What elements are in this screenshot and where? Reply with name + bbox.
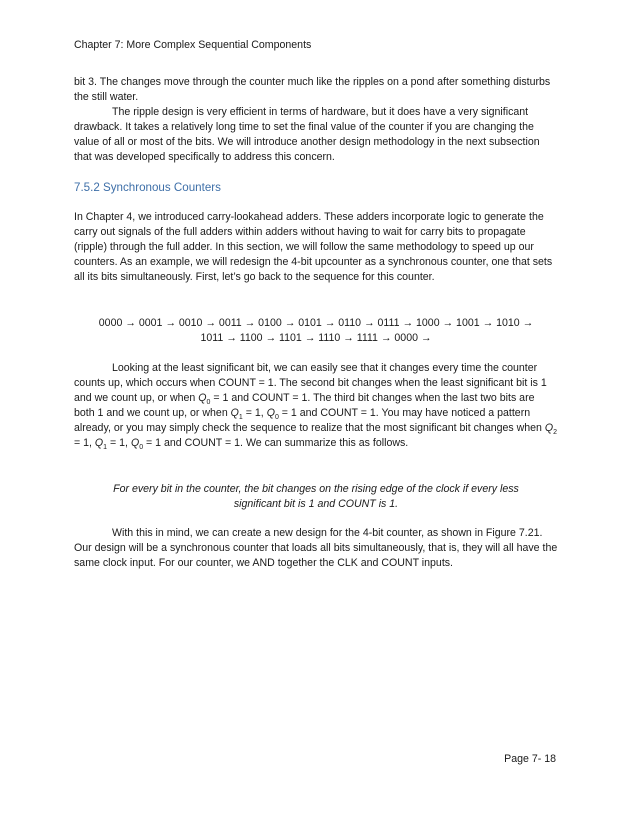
variable-subscript: 0 <box>274 414 279 422</box>
paragraph-new-design: With this in mind, we can create a new design for the 4-bit counter, as shown in Figure 7.21. Our design will be a synchronous counter that loads all bits simultaneously, that is, they will all have the same clock input. For our counter, we AND together the CLK and COUNT inputs. <box>74 527 558 570</box>
rule-statement: For every bit in the counter, the bit changes on the rising edge of the clock if every less significant bit is 1 and COUNT is 1. <box>113 483 519 511</box>
paragraph-bit-analysis <box>74 361 558 452</box>
text-run: Looking at the least significant bit, we can easily see that it changes every time the counter counts up, which occurs when COUNT = 1. The second bit changes when the least significant bit is 1 and we count up, or when <box>74 362 547 405</box>
variable-subscript: 2 <box>553 429 558 437</box>
variable-subscript: 1 <box>238 414 243 422</box>
counter-sequence-line-2: 1011 → 1100 → 1101 → 1110 → 1111 → 0000 → <box>200 332 432 345</box>
variable-q: Q <box>266 407 275 420</box>
paragraph-synchronous-intro: In Chapter 4, we introduced carry-lookahead adders. These adders incorporate logic to generate the carry out signals of the full adders within adders without having to wait for carry bits to propagate (ripple) through the full adder. In this section, we will follow the same methodology to speed up our counters. As an example, we will redesign the 4-bit upcounter as a synchronous counter, one that sets all its bits simultaneously. First, let’s go back to the sequence for this counter. <box>74 211 553 284</box>
variable-q: Q <box>230 407 239 420</box>
running-header: Chapter 7: More Complex Sequential Components <box>74 39 312 51</box>
text-run: = 1 and COUNT = 1. We can summarize this as follows. <box>143 437 409 450</box>
text-run: = 1, <box>74 437 95 450</box>
text-run: = 1 and COUNT = 1. The third bit changes when the last two bits are both 1 and we count up, or when <box>74 392 535 420</box>
variable-q: Q <box>94 437 104 450</box>
text-run: = 1, <box>107 437 131 450</box>
counter-sequence <box>64 316 568 346</box>
variable-subscript: 0 <box>206 399 211 407</box>
variable-q: Q <box>544 422 554 435</box>
variable-q: Q <box>130 437 140 450</box>
text-run: = 1, <box>242 407 267 420</box>
counter-sequence-line-1: 0000 → 0001 → 0010 → 0011 → 0100 → 0101 → 0110 → 0111 → 1000 → 1001 → 1010 → <box>98 317 534 329</box>
page-number: Page 7- 18 <box>504 753 556 765</box>
variable-subscript: 0 <box>139 444 144 452</box>
paragraph-ripple-drawback: The ripple design is very efficient in terms of hardware, but it does have a very significant drawback. It takes a relatively long time to set the final value of the counter if you are changing the value of all or most of the bits. We will introduce another design methodology in the next subsection that was developed specifically to address this concern. <box>74 106 540 164</box>
paragraph-ripple-continuation: bit 3. The changes move through the counter much like the ripples on a pond after something disturbs the still water. <box>74 76 551 104</box>
variable-subscript: 1 <box>103 444 108 452</box>
text-run: = 1 and COUNT = 1. You may have noticed a pattern already, or you may simply check the sequence to realize that the most significant bit changes when <box>74 407 545 435</box>
section-heading: 7.5.2 Synchronous Counters <box>74 181 221 194</box>
variable-q: Q <box>198 392 207 405</box>
